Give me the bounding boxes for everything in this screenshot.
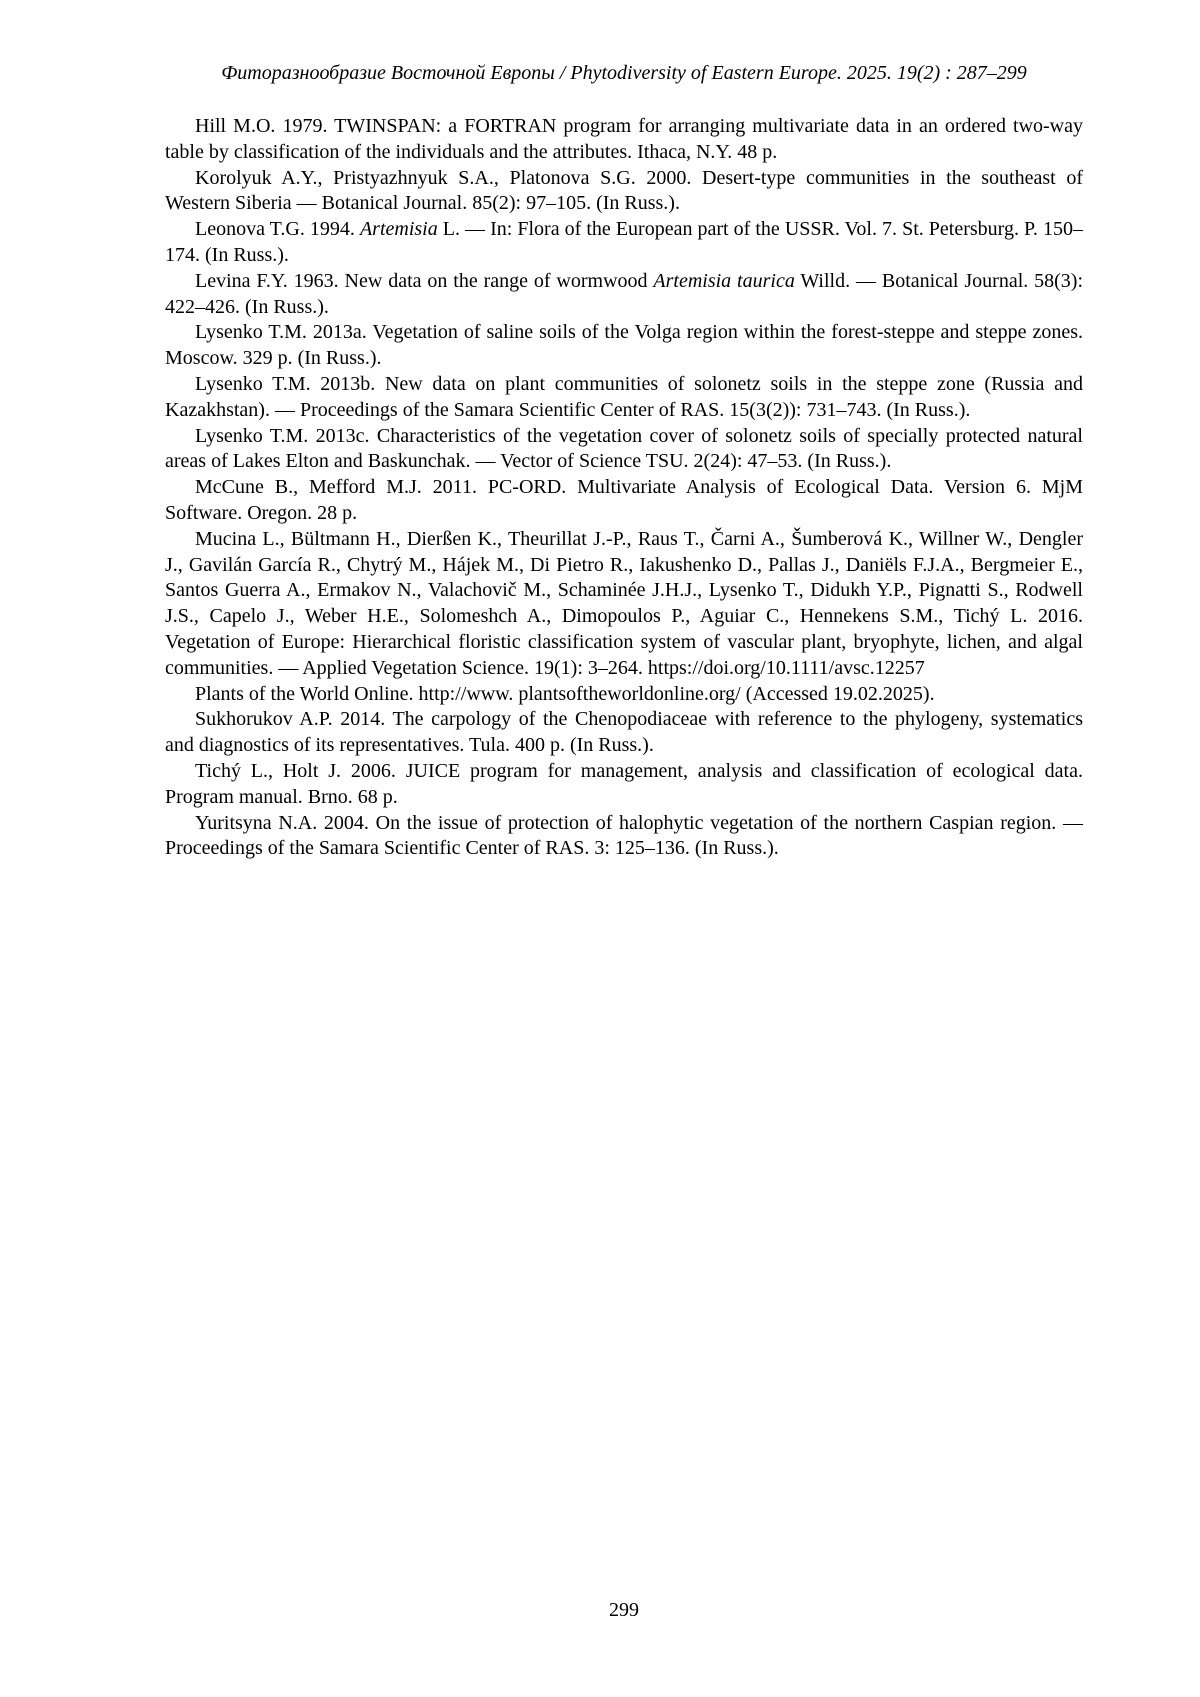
reference-text: Hill M.O. 1979. TWINSPAN: a FORTRAN program for arranging multivariate data in an ordered two-way table by classification of the individuals and the attributes. Ithaca, N.Y. 48 p. bbox=[165, 115, 1083, 163]
reference-text: Leonova T.G. 1994. bbox=[195, 218, 360, 241]
reference-entry bbox=[165, 372, 1083, 424]
reference-text: Korolyuk A.Y., Pristyazhnyuk S.A., Platonova S.G. 2000. Desert-type communities in the southeast of Western Siberia — Botanical Journal. 85(2): 97–105. (In Russ.). bbox=[165, 166, 1083, 215]
reference-entry bbox=[165, 707, 1083, 759]
reference-entry bbox=[165, 811, 1083, 863]
reference-taxon-name: Artemisia bbox=[359, 218, 438, 241]
reference-text: Sukhorukov A.P. 2014. The carpology of the Chenopodiaceae with reference to the phylogeny, systematics and diagnostics of its representatives. Tula. 400 p. (In Russ.). bbox=[165, 708, 1083, 757]
reference-entry bbox=[165, 527, 1083, 682]
reference-entry bbox=[165, 114, 1083, 166]
page-number: 299 bbox=[609, 1599, 639, 1621]
reference-text: Levina F.Y. 1963. New data on the range of wormwood bbox=[195, 269, 654, 292]
reference-text: Lysenko T.M. 2013b. New data on plant communities of solonetz soils in the steppe zone (Russia and Kazakhstan). — Proceedings of the Samara Scientific Center of RAS. 15(3(2)): 731–743. (In Russ.). bbox=[165, 372, 1083, 421]
reference-text: L. — In: Flora of the European part of the USSR. Vol. 7. St. Petersburg. P. 150–174. (In Russ.). bbox=[165, 218, 1083, 266]
reference-entry bbox=[165, 424, 1083, 476]
reference-text: Yuritsyna N.A. 2004. On the issue of protection of halophytic vegetation of the northern Caspian region. — Proceedings of the Samara Scientific Center of RAS. 3: 125–136. (In Russ.). bbox=[165, 811, 1083, 860]
journal-running-header: Фиторазнообразие Восточной Европы / Phytodiversity of Eastern Europe. 2025. 19(2) : 287–299 bbox=[221, 62, 1027, 84]
reference-text: Plants of the World Online. http://www. plantsoftheworldonline.org/ (Accessed 19.02.2025). bbox=[195, 682, 935, 705]
references-list bbox=[165, 114, 1083, 862]
reference-entry bbox=[165, 166, 1083, 218]
reference-text: Lysenko T.M. 2013a. Vegetation of saline soils of the Volga region within the forest-steppe and steppe zones. Moscow. 329 p. (In Russ.). bbox=[165, 321, 1083, 370]
reference-entry bbox=[165, 217, 1083, 269]
reference-text: Mucina L., Bültmann H., Dierßen K., Theurillat J.-P., Raus T., Čarni A., Šumberová K., Willner W., Dengler J., Gavilán García R., Chytrý M., Hájek M., Di Pietro R., Iakushenko D., Pallas J., Daniëls F.J.A., Bergmeier E., Santos Guerra A., Ermakov N., Valachovič M., Schaminée J.H.J., Lysenko T., Didukh Y.P., Pignatti S., Rodwell J.S., Capelo J., Weber H.E., Solomeshch A., Dimopoulos P., Aguiar C., Hennekens S.M., Tichý L. 2016. Vegetation of Europe: Hierarchical floristic classification system of vascular plant, bryophyte, lichen, and algal communities. — Applied Vegetation Science. 19(1): 3–264. https://doi.org/10.1111/avsc.12257 bbox=[165, 527, 1083, 679]
reference-entry bbox=[165, 269, 1083, 321]
reference-text: Lysenko T.M. 2013c. Characteristics of the vegetation cover of solonetz soils of specially protected natural areas of Lakes Elton and Baskunchak. — Vector of Science TSU. 2(24): 47–53. (In Russ.). bbox=[165, 424, 1083, 473]
reference-text: McCune B., Mefford M.J. 2011. PC-ORD. Multivariate Analysis of Ecological Data. Version 6. MjM Software. Oregon. 28 p. bbox=[165, 476, 1083, 524]
reference-entry bbox=[165, 475, 1083, 527]
reference-text: Tichý L., Holt J. 2006. JUICE program for management, analysis and classification of ecological data. Program manual. Brno. 68 p. bbox=[165, 759, 1083, 808]
reference-entry bbox=[165, 759, 1083, 811]
reference-taxon-name: Artemisia taurica bbox=[653, 269, 795, 292]
reference-entry bbox=[165, 682, 1083, 708]
reference-text: Willd. — Botanical Journal. 58(3): 422–426. (In Russ.). bbox=[165, 269, 1084, 318]
reference-entry bbox=[165, 320, 1083, 372]
